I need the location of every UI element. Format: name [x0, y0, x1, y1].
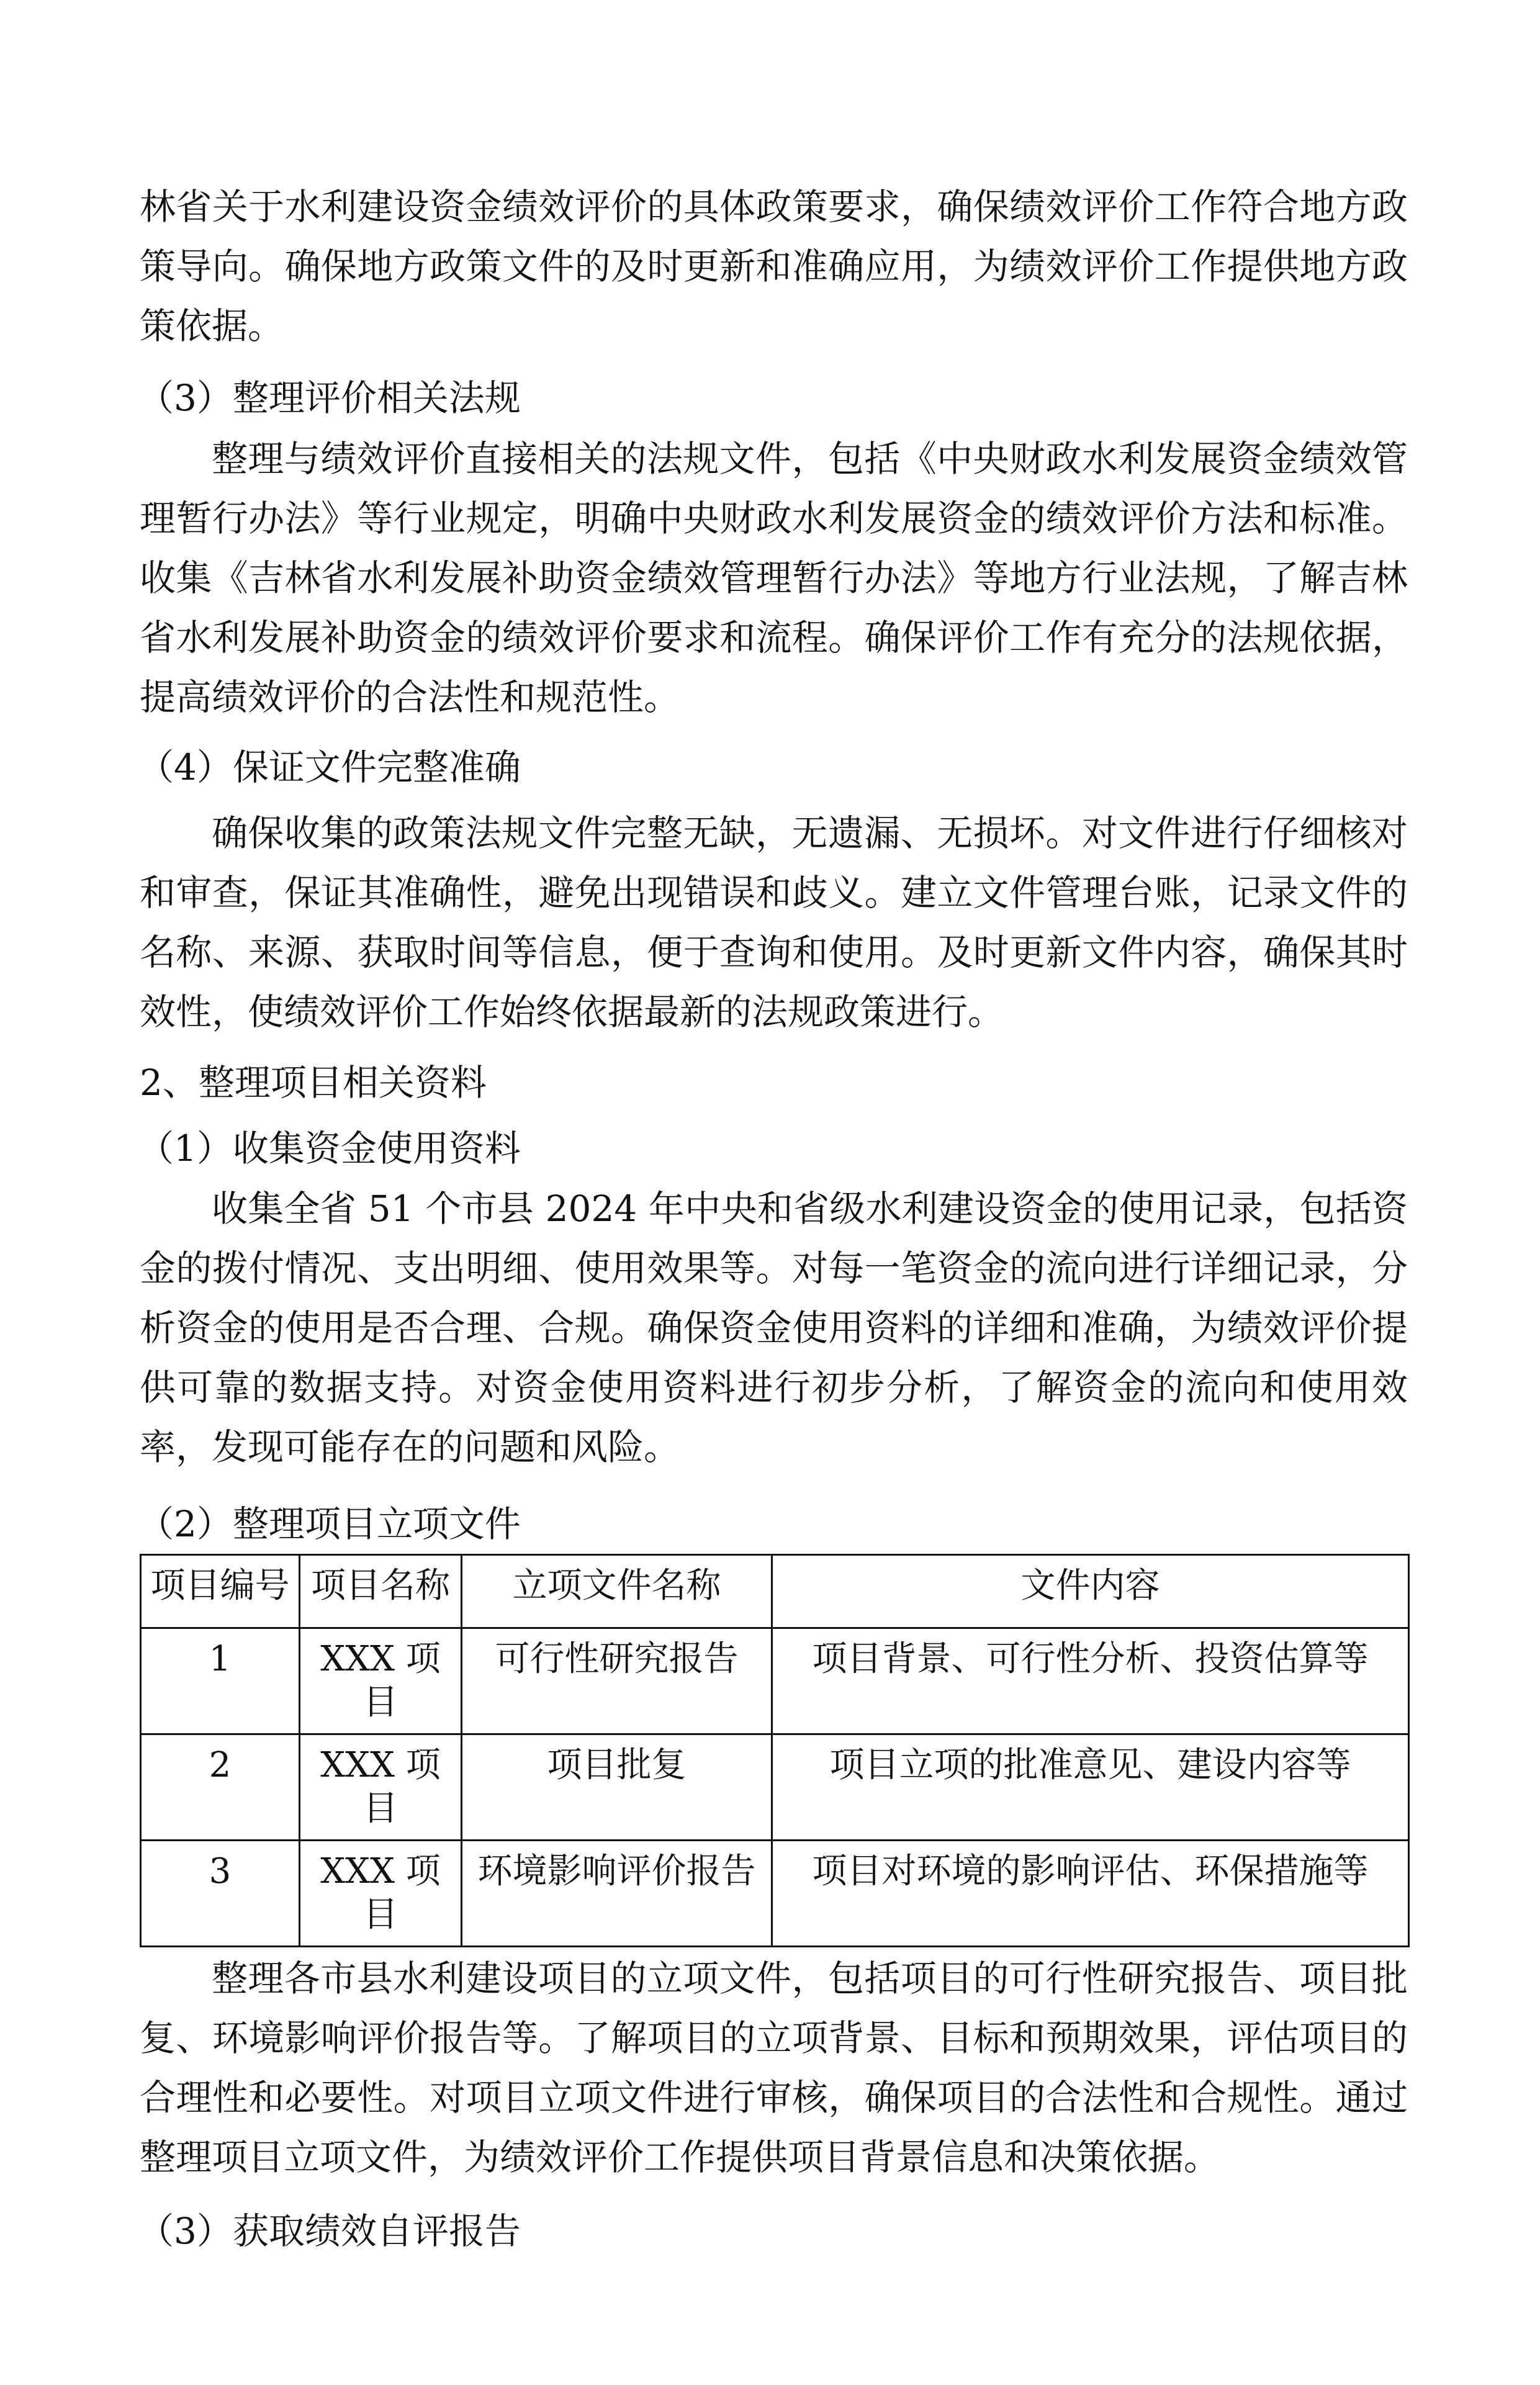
section-heading-project-materials: 2、整理项目相关资料 [140, 1062, 487, 1104]
table-cell: 2 [141, 1734, 300, 1841]
heading-fund-usage: （1）收集资金使用资料 [138, 1127, 521, 1170]
table-cell: XXX 项目 [300, 1841, 462, 1947]
table-header-row [141, 1555, 1409, 1628]
table-cell: 环境影响评价报告 [462, 1841, 772, 1947]
heading-self-evaluation: （3）获取绩效自评报告 [138, 2210, 521, 2252]
table-cell: XXX 项目 [300, 1628, 462, 1734]
table-cell: 3 [141, 1841, 300, 1947]
paragraph-regulations: 整理与绩效评价直接相关的法规文件，包括《中央财政水利发展资金绩效管理暂行办法》等行业规定，明确中央财政水利发展资金的绩效评价方法和标准。收集《吉林省水利发展补助资金绩效管理暂行办法》等地方行业法规，了解吉林省水利发展补助资金的绩效评价要求和流程。确保评价工作有充分的法规依据，提高绩效评价的合法性和规范性。 [140, 438, 1408, 718]
header-cell: 文件内容 [772, 1555, 1409, 1628]
table-cell: 1 [141, 1628, 300, 1734]
table-cell: XXX 项目 [300, 1734, 462, 1841]
table-cell: 项目对环境的影响评估、环保措施等 [772, 1841, 1409, 1947]
heading-organize-regulations: （3）整理评价相关法规 [138, 377, 521, 419]
paragraph-completeness: 确保收集的政策法规文件完整无缺，无遗漏、无损坏。对文件进行仔细核对和审查，保证其准确性，避免出现错误和歧义。建立文件管理台账，记录文件的名称、来源、获取时间等信息，便于查询和使用。及时更新文件内容，确保其时效性，使绩效评价工作始终依据最新的法规政策进行。 [140, 812, 1408, 1033]
paragraph-local-policy: 林省关于水利建设资金绩效评价的具体政策要求，确保绩效评价工作符合地方政策导向。确保地方政策文件的及时更新和准确应用，为绩效评价工作提供地方政策依据。 [140, 186, 1408, 347]
paragraph-fund-usage: 收集全省 51 个市县 2024 年中央和省级水利建设资金的使用记录，包括资金的拨付情况、支出明细、使用效果等。对每一笔资金的流向进行详细记录，分析资金的使用是否合理、合规。确保资金使用资料的详细和准确，为绩效评价提供可靠的数据支持。对资金使用资料进行初步分析，了解资金的流向和使用效率，发现可能存在的问题和风险。 [140, 1188, 1408, 1468]
header-cell: 立项文件名称 [462, 1555, 772, 1628]
header-cell: 项目名称 [300, 1555, 462, 1628]
table-cell: 项目背景、可行性分析、投资估算等 [772, 1628, 1409, 1734]
table-row [141, 1628, 1409, 1734]
header-cell: 项目编号 [141, 1555, 300, 1628]
paragraph-project-approval: 整理各市县水利建设项目的立项文件，包括项目的可行性研究报告、项目批复、环境影响评价报告等。了解项目的立项背景、目标和预期效果，评估项目的合理性和必要性。对项目立项文件进行审核，确保项目的合法性和合规性。通过整理项目立项文件，为绩效评价工作提供项目背景信息和决策依据。 [140, 1957, 1408, 2178]
table-cell: 可行性研究报告 [462, 1628, 772, 1734]
table-cell: 项目立项的批准意见、建设内容等 [772, 1734, 1409, 1841]
table-row [141, 1734, 1409, 1841]
table-cell: 项目批复 [462, 1734, 772, 1841]
table-row [141, 1841, 1409, 1947]
project-approval-table [140, 1554, 1410, 1947]
heading-project-approval: （2）整理项目立项文件 [138, 1503, 521, 1545]
heading-ensure-completeness: （4）保证文件完整准确 [138, 746, 521, 788]
